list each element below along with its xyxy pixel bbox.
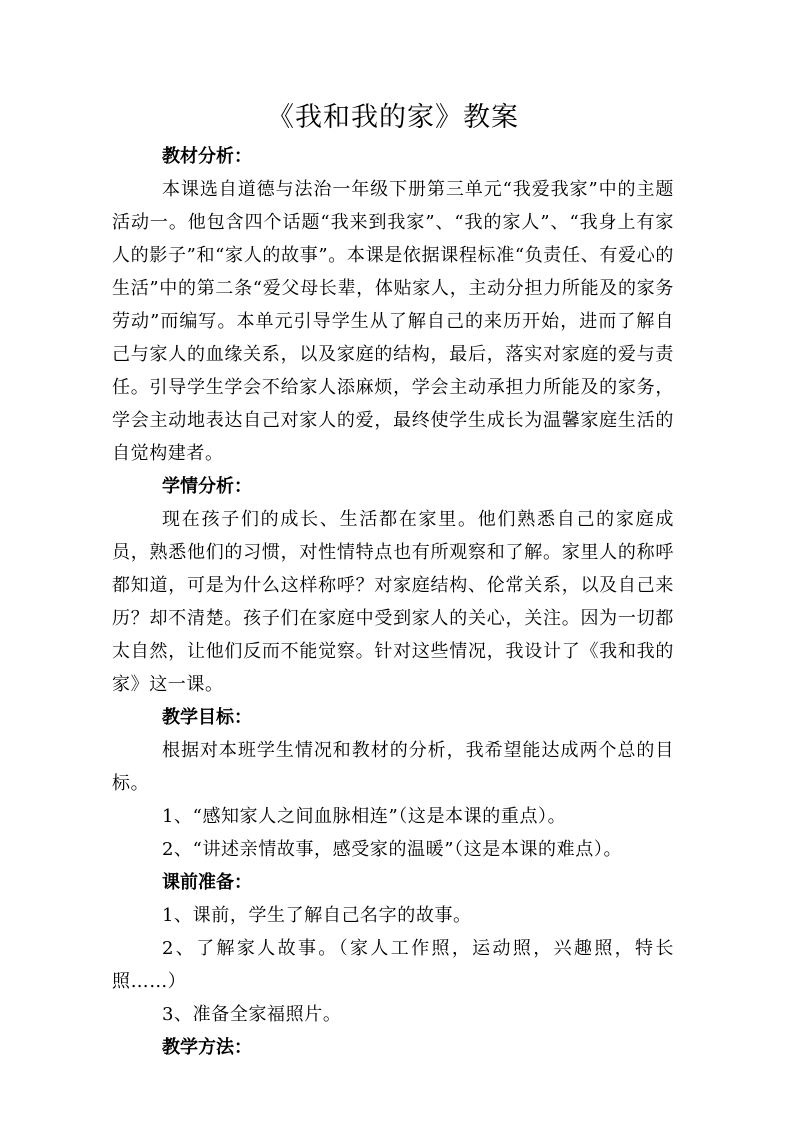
- preparation-item: 3、准备全家福照片。: [162, 1004, 342, 1025]
- student-analysis-heading: 学情分析：: [162, 476, 252, 497]
- document-page: [112, 96, 674, 1064]
- student-analysis-paragraph: 现在孩子们的成长、生活都在家里。他们熟悉自己的家庭成员，熟悉他们的习惯，对性情特点也有所观察和了解。家里人的称呼都知道，可是为什么这样称呼？对家庭结构、伦常关系，以及自己来历？却不清楚。孩子们在家庭中受到家人的关心，关注。因为一切都太自然，让他们反而不能觉察。针对这些情况，我设计了《我和我的家》这一课。: [112, 509, 674, 695]
- analysis-paragraph: 本课选自道德与法治一年级下册第三单元“我爱我家”中的主题活动一。他包含四个话题“我来到我家”、“我的家人”、“我身上有家人的影子”和“家人的故事”。本课是依据课程标准“负责任、有爱心的生活”中的第二条“爱父母长辈，体贴家人，主动分担力所能及的家务劳动”而编写。本单元引导学生从了解自己的来历开始，进而了解自己与家人的血缘关系，以及家庭的结构，最后，落实对家庭的爱与责任。引导学生学会不给家人添麻烦，学会主动承担力所能及的家务，学会主动地表达自己对家人的爱，最终使学生成长为温馨家庭生活的自觉构建者。: [112, 179, 674, 464]
- teaching-goal-heading: 教学目标：: [162, 707, 252, 728]
- teaching-method-heading: 教学方法：: [162, 1037, 252, 1058]
- preparation-item: 1、课前，学生了解自己名字的故事。: [162, 905, 472, 926]
- preparation-heading: 课前准备：: [162, 872, 252, 893]
- analysis-heading: 教材分析：: [162, 146, 252, 167]
- preparation-item: 2、了解家人故事。（家人工作照，运动照，兴趣照，特长照……）: [112, 938, 674, 992]
- teaching-goal-paragraph: 根据对本班学生情况和教材的分析，我希望能达成两个总的目标。: [112, 740, 674, 794]
- document-title: 《我和我的家》教案: [267, 102, 519, 133]
- teaching-goal-item: 2、“讲述亲情故事，感受家的温暖”（这是本课的难点）。: [162, 839, 623, 860]
- teaching-goal-item: 1、“感知家人之间血脉相连”（这是本课的重点）。: [162, 806, 567, 827]
